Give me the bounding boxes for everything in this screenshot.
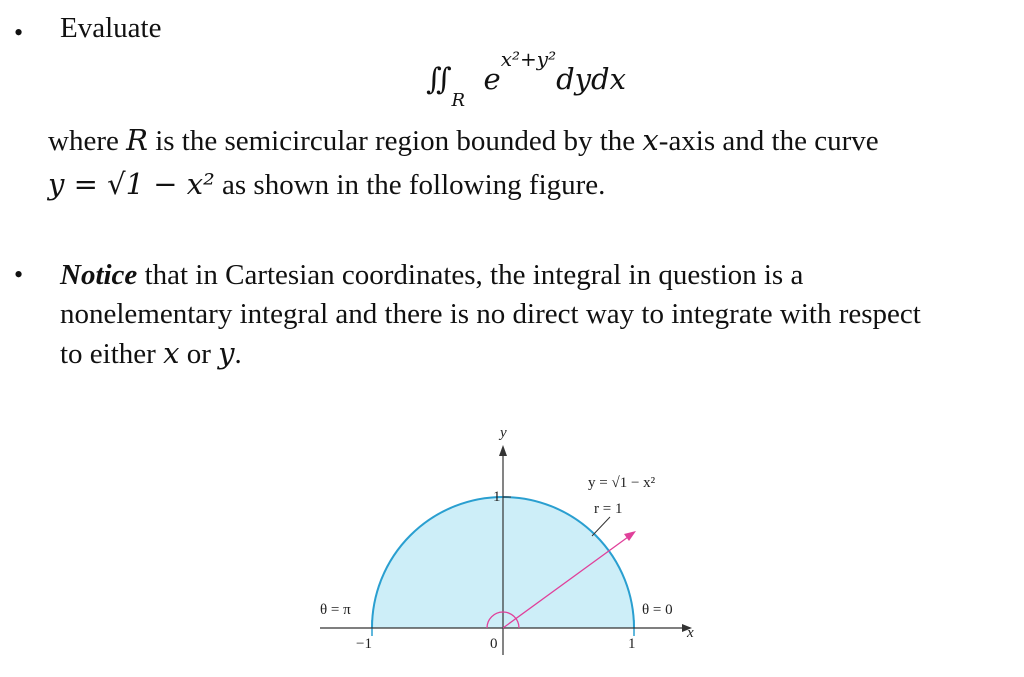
double-integral-formula bbox=[426, 47, 626, 111]
curve-label: y = √1 − x² bbox=[588, 475, 656, 491]
y-axis-arrow bbox=[499, 445, 507, 456]
bullet-1: • bbox=[14, 18, 24, 47]
curve-suffix-text: as shown in the following figure. bbox=[214, 169, 606, 201]
tick-label-neg1: −1 bbox=[356, 636, 372, 652]
notice-line2: nonelementary integral and there is no direct way to integrate with respect bbox=[60, 298, 921, 330]
y-tick-label-1: 1 bbox=[493, 489, 501, 505]
theta-pi-label: θ = π bbox=[320, 602, 351, 618]
or-text: or bbox=[179, 338, 219, 370]
bullet-2: • bbox=[14, 260, 24, 289]
notice-line1-text: that in Cartesian coordinates, the integral in question is a bbox=[137, 259, 804, 291]
curve-equation: y = √1 − x² bbox=[48, 167, 215, 201]
where-text: where bbox=[48, 125, 127, 157]
polar-region-figure bbox=[300, 415, 720, 665]
period: . bbox=[234, 338, 242, 370]
label-pointer bbox=[592, 517, 610, 536]
notice-line1 bbox=[60, 256, 803, 294]
region-description-line1 bbox=[48, 121, 879, 160]
differentials: dydx bbox=[556, 62, 626, 96]
tick-label-0: 0 bbox=[490, 636, 498, 652]
x-axis-label: x bbox=[687, 625, 694, 641]
integrand-exponent: x²+y² bbox=[500, 47, 557, 72]
x-var: x bbox=[163, 336, 180, 370]
x-var: x bbox=[642, 123, 659, 157]
region-desc-text: is the semicircular region bounded by the bbox=[147, 125, 643, 157]
theta-zero-label: θ = 0 bbox=[642, 602, 673, 618]
r-label: r = 1 bbox=[594, 501, 623, 517]
axis-curve-text: -axis and the curve bbox=[658, 125, 879, 157]
evaluate-heading: Evaluate bbox=[60, 12, 162, 44]
double-integral-symbol: ∬ bbox=[426, 62, 452, 97]
region-description-line2 bbox=[48, 165, 605, 204]
notice-bold-word: Notice bbox=[60, 259, 138, 291]
y-axis-label: y bbox=[500, 425, 507, 441]
region-subscript: R bbox=[451, 89, 466, 111]
notice-line3 bbox=[60, 334, 242, 373]
to-either-text: to either bbox=[60, 338, 164, 370]
radius-ray-arrow bbox=[624, 531, 636, 541]
tick-label-1: 1 bbox=[628, 636, 636, 652]
region-var: R bbox=[126, 123, 148, 157]
integrand-base: e bbox=[483, 62, 501, 96]
y-var: y bbox=[218, 336, 235, 370]
